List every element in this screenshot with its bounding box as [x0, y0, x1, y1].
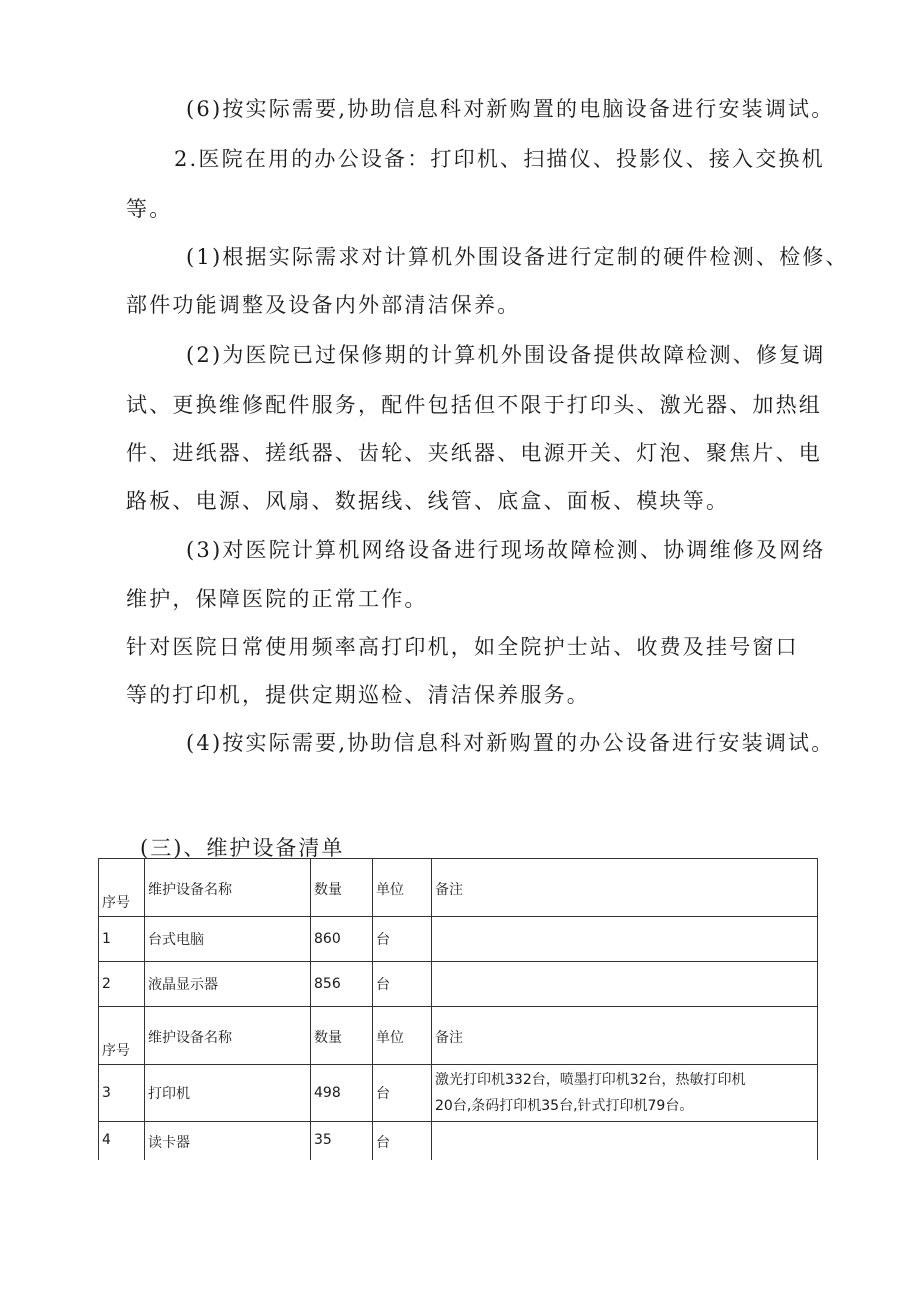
header-unit: 单位: [373, 859, 432, 917]
cell-unit: 台: [373, 1122, 432, 1160]
cell-remark: [432, 1122, 818, 1160]
paragraph-line: 路板、电源、风扇、数据线、线管、底盒、面板、模块等。: [126, 489, 730, 513]
cell-no: 4: [99, 1122, 145, 1160]
cell-name: 读卡器: [145, 1122, 311, 1160]
paragraph-line: 件、进纸器、搓纸器、齿轮、夹纸器、电源开关、灯泡、聚焦片、电: [126, 441, 822, 465]
cell-no: 2: [99, 962, 145, 1007]
table-header-row: [99, 859, 818, 917]
paragraph-line: (6)按实际需要,协助信息科对新购置的电脑设备进行安装调试。: [186, 97, 835, 121]
header-remark: 备注: [432, 1007, 818, 1065]
section-title: (三)、维护设备清单: [140, 836, 345, 860]
cell-unit: 台: [373, 917, 432, 962]
table-row: [99, 1065, 818, 1122]
header-qty: 数量: [311, 859, 373, 917]
table-row: [99, 1122, 818, 1160]
header-no: 序号: [99, 859, 145, 917]
table-row: [99, 962, 818, 1007]
paragraph-line: (1)根据实际需求对计算机外围设备进行定制的硬件检测、检修、: [186, 245, 849, 269]
remark-line: 激光打印机332台，喷墨打印机32台，热敏打印机: [435, 1072, 746, 1088]
cell-qty: 860: [311, 917, 373, 962]
table-row: [99, 917, 818, 962]
paragraph-line: 针对医院日常使用频率高打印机，如全院护士站、收费及挂号窗口: [126, 635, 799, 659]
cell-unit: 台: [373, 962, 432, 1007]
paragraph-line: 维护，保障医院的正常工作。: [126, 587, 428, 611]
paragraph-line: 等的打印机，提供定期巡检、清洁保养服务。: [126, 683, 590, 707]
header-name: 维护设备名称: [145, 859, 311, 917]
paragraph-line: 等。: [126, 197, 173, 221]
paragraph-line: (3)对医院计算机网络设备进行现场故障检测、协调维修及网络: [186, 538, 826, 562]
header-no: 序号: [99, 1007, 145, 1065]
header-qty: 数量: [311, 1007, 373, 1065]
paragraph-line: (2)为医院已过保修期的计算机外围设备提供故障检测、修复调: [186, 343, 826, 367]
cell-qty: 856: [311, 962, 373, 1007]
header-name: 维护设备名称: [145, 1007, 311, 1065]
cell-name: 液晶显示器: [145, 962, 311, 1007]
equipment-table: [98, 858, 818, 1160]
cell-remark: [432, 1065, 818, 1122]
cell-no: 3: [99, 1065, 145, 1122]
paragraph-line: 2.医院在用的办公设备：打印机、扫描仪、投影仪、接入交换机: [174, 147, 825, 171]
cell-remark: [432, 962, 818, 1007]
cell-qty: 35: [311, 1122, 373, 1160]
header-unit: 单位: [373, 1007, 432, 1065]
cell-no: 1: [99, 917, 145, 962]
cell-name: 台式电脑: [145, 917, 311, 962]
paragraph-line: 部件功能调整及设备内外部清洁保养。: [126, 293, 521, 317]
paragraph-line: 试、更换维修配件服务，配件包括但不限于打印头、激光器、加热组: [126, 393, 822, 417]
paragraph-line: (4)按实际需要,协助信息科对新购置的办公设备进行安装调试。: [186, 731, 835, 755]
remark-line: 20台,条码打印机35台,针式打印机79台。: [435, 1098, 694, 1114]
header-remark: 备注: [432, 859, 818, 917]
cell-qty: 498: [311, 1065, 373, 1122]
table-header-row: [99, 1007, 818, 1065]
cell-unit: 台: [373, 1065, 432, 1122]
cell-name: 打印机: [145, 1065, 311, 1122]
cell-remark: [432, 917, 818, 962]
